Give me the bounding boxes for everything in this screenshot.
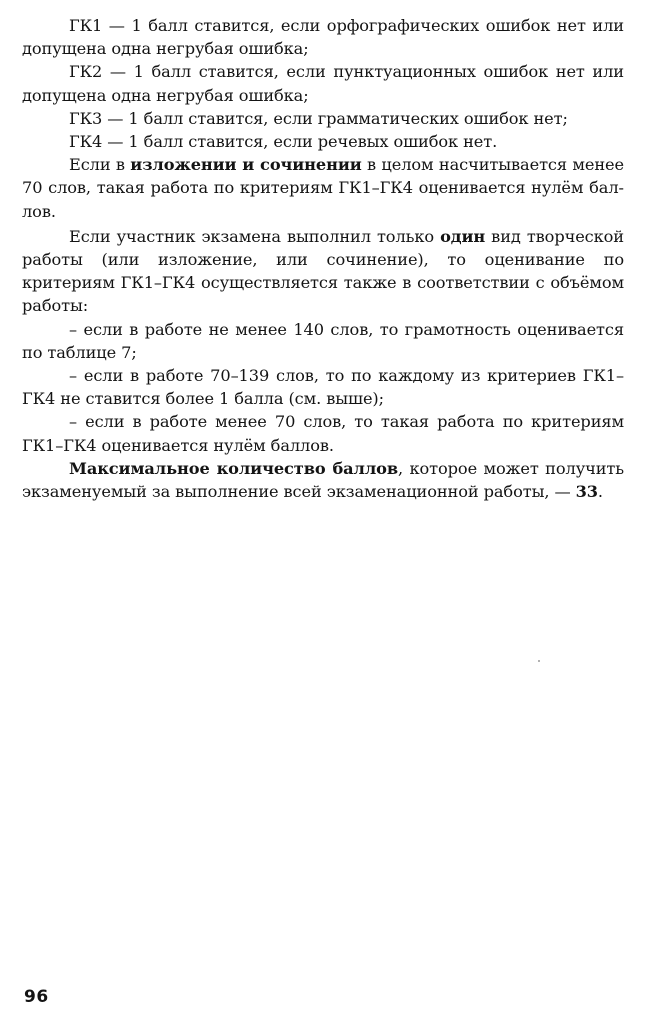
document-body xyxy=(22,14,624,503)
criterion-gk1 xyxy=(22,14,624,60)
paragraph-text: . xyxy=(597,482,603,502)
bold-phrase: изложении и сочинении xyxy=(130,155,362,175)
paragraph-text: , которое может получить экзаменуемый за выполнение всей экзаменационной работы, — xyxy=(22,458,624,502)
paragraph-short-work xyxy=(22,153,624,223)
bullet-item: – если в работе 70–139 слов, то по каждому из критериев ГК1–ГК4 не ставится более 1 балла (см. выше); xyxy=(22,366,624,409)
bold-word: один xyxy=(440,226,486,246)
max-score-value: 33 xyxy=(575,482,598,502)
bold-phrase: Максимальное количество баллов xyxy=(69,458,399,478)
criterion-code: ГК2 xyxy=(69,62,103,82)
paragraph-text: Если в xyxy=(69,155,131,175)
criterion-code: ГК1 xyxy=(69,16,103,35)
bullet-item: – если в работе не менее 140 слов, то грамотность оценивается по таблице 7; xyxy=(22,319,624,362)
criterion-text: — 1 балл ставится, если грамматических ошибок нет; xyxy=(102,108,568,128)
criterion-gk2 xyxy=(22,60,624,106)
criterion-gk3 xyxy=(22,107,624,130)
criterion-code: ГК4 xyxy=(69,132,103,152)
criterion-gk4 xyxy=(22,130,624,153)
paragraph-max-score xyxy=(22,457,624,503)
criterion-text: — 1 балл ставится, если пунктуационных ошибок нет или допущена одна негрубая ошибка; xyxy=(22,62,624,105)
page-number: 96 xyxy=(24,987,49,1007)
paragraph-text: вид творческой работы (или изложение, или сочинение), то оценивание по критериям ГК1–ГК4 осуществляется также в соответствии с объёмом работы: xyxy=(22,226,624,316)
paragraph-single-work xyxy=(22,225,624,318)
scan-speck xyxy=(538,660,540,662)
paragraph-text: в целом насчитывается менее 70 слов, такая работа по критериям ГК1–ГК4 оценивается нулём баллов. xyxy=(22,155,624,221)
criterion-text: — 1 балл ставится, если речевых ошибок нет. xyxy=(102,132,498,152)
paragraph-text: Если участник экзамена выполнил только xyxy=(69,226,441,246)
criterion-text: — 1 балл ставится, если орфографических ошибок нет или допущена одна негрубая ошибка; xyxy=(22,16,624,59)
criterion-code: ГК3 xyxy=(69,108,103,128)
bullet-item: – если в работе менее 70 слов, то такая работа по критериям ГК1–ГК4 оценивается нулём баллов. xyxy=(22,412,624,455)
